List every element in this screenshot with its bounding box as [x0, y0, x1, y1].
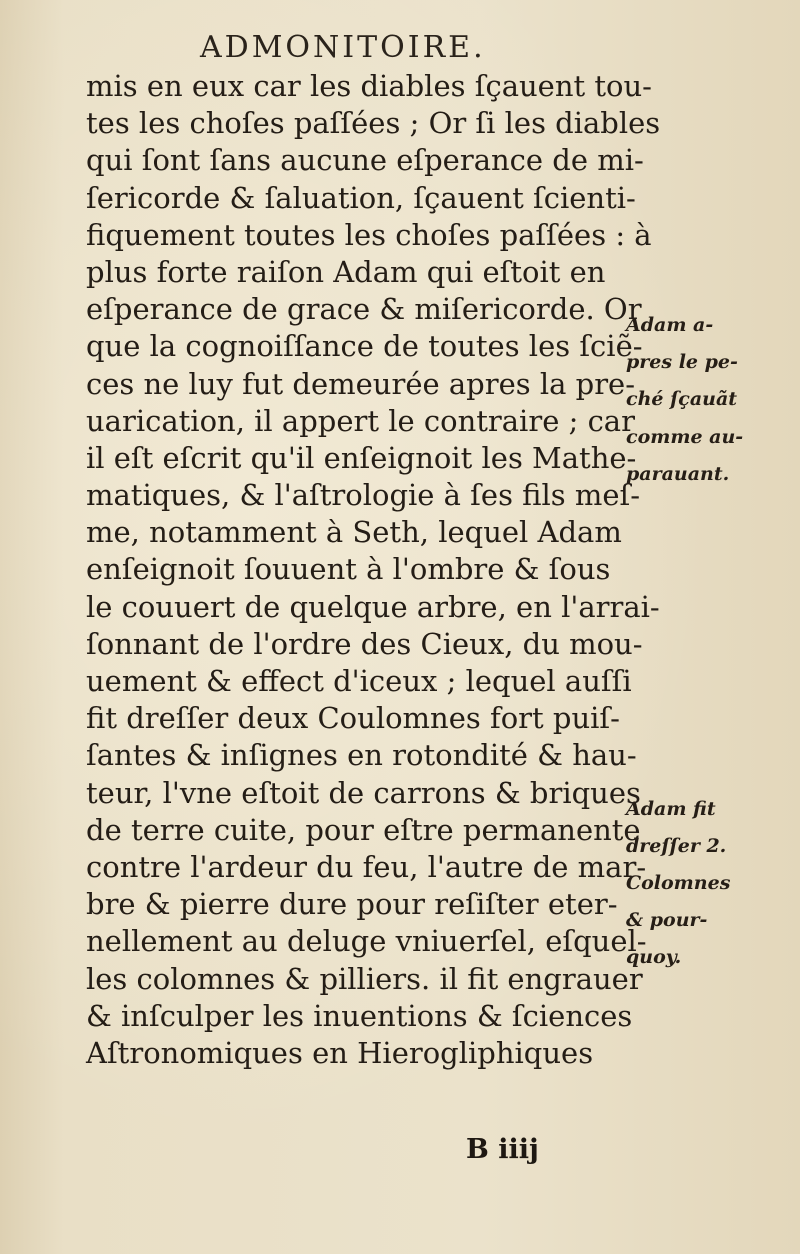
text-line: il eſt eſcrit qu'il enſeignoit les Mathe- [86, 440, 637, 475]
running-header: ADMONITOIRE. [200, 30, 486, 65]
text-line: bre & pierre dure pour reſiſter eter- [86, 887, 618, 922]
text-line: enſeignoit ſouuent à l'ombre & ſous [86, 552, 611, 587]
text-line: fiquement toutes les choſes paſſées : à [86, 217, 652, 252]
text-line: eſperance de grace & miſericorde. Or [86, 292, 642, 327]
text-line: de terre cuite, pour eſtre permanente [86, 812, 641, 847]
text-line: ſericorde & ſaluation, ſçauent ſcienti- [86, 180, 636, 215]
text-line: contre l'ardeur du feu, l'autre de mar- [86, 849, 647, 884]
text-line: ces ne luy fut demeurée apres la pre- [86, 366, 636, 401]
margin-note-line: parauant. [626, 462, 730, 485]
margin-note-line: quoy. [626, 946, 682, 969]
text-line: ſantes & inſignes en rotondité & hau- [86, 738, 637, 773]
text-line: que la cognoiſſance de toutes les ſciẽ- [86, 329, 643, 364]
signature-mark: B iiij [466, 1134, 539, 1165]
text-line: teur, l'vne eſtoit de carrons & briques [86, 775, 641, 810]
text-line: mis en eux car les diables ſçauent tou- [86, 69, 652, 103]
body-text [86, 68, 660, 1072]
margin-note-line: pres le pe- [626, 351, 738, 374]
margin-note-line: & pour- [626, 909, 708, 932]
text-line: me, notamment à Seth, lequel Adam [86, 515, 622, 550]
text-line: ſonnant de l'ordre des Cieux, du mou- [86, 626, 643, 661]
text-line: Aſtronomiques en Hierogliphiques [86, 1035, 594, 1070]
margin-gap [626, 493, 743, 791]
margin-note-line: Adam a- [626, 314, 714, 336]
text-line: les colomnes & pilliers. il fit engrauer [86, 961, 643, 996]
text-line: fit dreſſer deux Coulomnes fort puiſ- [86, 701, 620, 736]
text-line: uarication, il appert le contraire ; car [86, 403, 635, 438]
text-line: & inſculper les inuentions & ſciences [86, 998, 633, 1033]
text-line: uement & effect d'iceux ; lequel auſſi [86, 664, 632, 698]
margin-note-line: Colomnes [626, 871, 731, 894]
margin-note-line: comme au- [626, 425, 744, 448]
margin-notes [626, 307, 743, 976]
text-line: plus forte raiſon Adam qui eſtoit en [86, 254, 606, 289]
margin-note-line: Adam fit [626, 797, 716, 820]
text-line: nellement au deluge vniuerſel, eſquel- [86, 924, 647, 959]
text-line: matiques, & l'aſtrologie à ſes fils meſ- [86, 478, 641, 513]
text-line: tes les choſes paſſées ; Or ſi les diables [86, 106, 661, 141]
margin-note-line: ché ſçauãt [626, 388, 738, 411]
text-line: qui ſont ſans aucune eſperance de mi- [86, 143, 644, 178]
margin-note-line: dreſſer 2. [626, 834, 727, 857]
text-line: le couuert de quelque arbre, en l'arrai- [86, 589, 660, 624]
